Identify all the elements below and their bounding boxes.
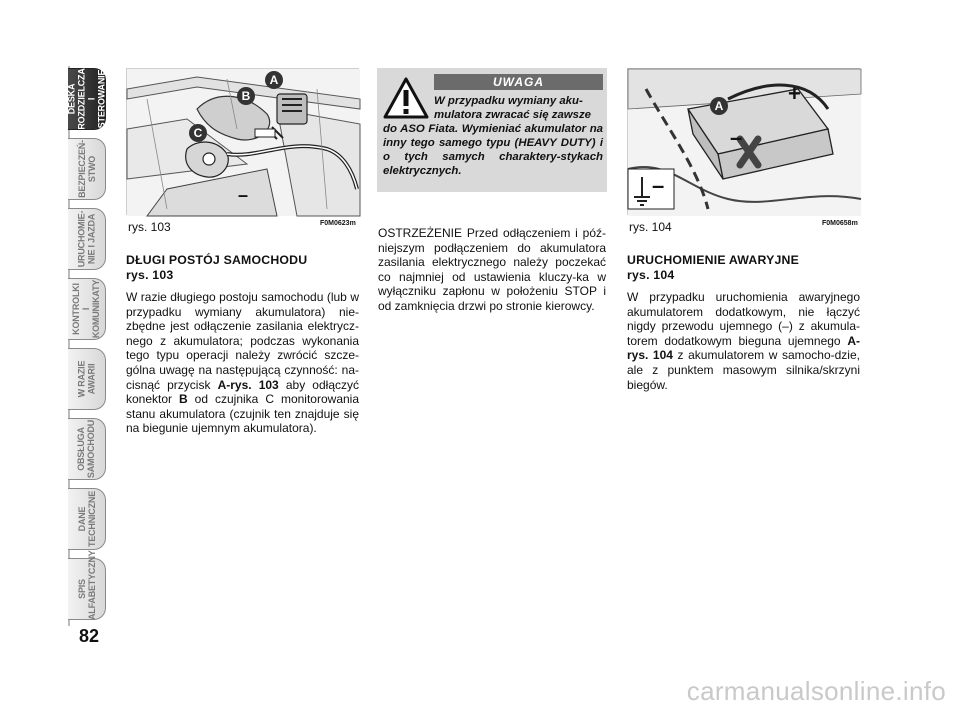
warning-text xyxy=(383,94,603,178)
figure-caption: rys. 103 xyxy=(128,220,171,234)
tab-label: URUCHOMIE- NIE I JAZDA xyxy=(76,210,97,268)
body-text: od czujnika C monitorowania stanu akumulatora (czujnik ten znajduje się na biegunie ujemnym akumulatora). xyxy=(126,392,360,436)
tab-dane-techniczne[interactable] xyxy=(68,488,106,550)
figure-reference: A-rys. 104 xyxy=(627,333,860,363)
section-emergency-start xyxy=(627,253,860,392)
callout-b: B xyxy=(237,87,255,105)
tab-w-razie-awarii[interactable] xyxy=(68,348,106,410)
figure-reference: A-rys. 103 xyxy=(217,377,279,392)
warning-text-line1: W przypadku wymiany aku- xyxy=(434,95,583,107)
tab-bezpieczenstwo[interactable] xyxy=(68,138,106,200)
svg-text:–: – xyxy=(730,125,743,150)
svg-text:–: – xyxy=(652,173,665,198)
figure-battery-connector xyxy=(126,68,359,215)
tab-spis-alfabetyczny[interactable] xyxy=(68,550,106,620)
figure-code: F0M0623m xyxy=(320,220,356,227)
section-heading xyxy=(627,253,860,283)
warning-text-rest: do ASO Fiata. Wymieniać akumulator na inny tego samego typu (HEAVY DUTY) i o tych samych charaktery-stykach elektrycznych. xyxy=(383,123,603,177)
tab-deska-rozdzielcza[interactable] xyxy=(68,68,106,130)
watermark: carmanualsonline.info xyxy=(686,676,946,706)
jump-start-illustration xyxy=(628,69,861,216)
tab-uruchomienie-i-jazda[interactable] xyxy=(68,208,106,270)
section-body xyxy=(627,290,860,392)
tab-label: BEZPIECZEŃ- STWO xyxy=(76,140,97,198)
figure-code: F0M0658m xyxy=(822,220,858,227)
callout-c: C xyxy=(189,124,207,142)
callout-a: A xyxy=(265,71,283,89)
body-text: W przypadku uruchomienia awaryjnego akumulatorem dodatkowym, nie łączyć nigdy przewodu ujemnego (–) z akumula-torem dodatkowym bieguna ujemnego xyxy=(627,290,860,348)
tab-label: DESKA ROZDZIELCZA I STEROWANIE xyxy=(66,68,107,130)
tab-label: SPIS ALFABETYCZNY xyxy=(76,550,97,620)
section-heading xyxy=(126,253,359,283)
tab-obsluga-samochodu[interactable] xyxy=(68,418,106,480)
section-long-parking xyxy=(126,253,359,436)
warning-text-line2: mulatora zwracać się zawsze xyxy=(434,109,592,121)
section-body: OSTRZEŻENIE Przed odłączeniem i póź-niejszym podłączeniem do akumulatora zasilania elektrycznego należy poczekać co najmniej od ustawienia kluczy-ka w wyłączniku zapłonu w położeniu STOP i od zamknięcia drzwi po stronie kierowcy. xyxy=(378,226,606,313)
section-warning-note xyxy=(378,226,606,314)
section-body xyxy=(126,290,359,436)
connector-reference: B xyxy=(179,392,188,407)
svg-text:+: + xyxy=(788,81,801,106)
tab-kontrolki-i-komunikaty[interactable] xyxy=(68,278,106,340)
tab-label: OBSŁUGA SAMOCHODU xyxy=(76,419,97,479)
warning-title: UWAGA xyxy=(434,74,603,90)
heading-figure-ref: rys. 103 xyxy=(126,268,174,282)
callout-a: A xyxy=(710,97,728,115)
body-text: W razie długiego postoju samochodu (lub w przypadku wymiany akumulatora) nie-zbędne jest odłączenie zasilania elektrycz-nego z akumulatora; podczas wykonania tego typu operacji należy zwrócić szcze-gólna uwagę na następującą czynność: na-cisnąć przycisk xyxy=(126,290,359,392)
body-text: aby odłączyć konektor xyxy=(126,377,359,407)
tab-label: W RAZIE AWARII xyxy=(76,360,97,398)
tab-label: DANE TECHNICZNE xyxy=(76,491,97,547)
heading-title: URUCHOMIENIE AWARYJNE xyxy=(627,253,800,267)
svg-text:–: – xyxy=(238,185,249,205)
body-text: z akumulatorem w samocho-dzie, ale z punktem masowym silnika/skrzyni biegów. xyxy=(627,348,860,392)
figure-caption: rys. 104 xyxy=(629,220,672,234)
figure-jump-start xyxy=(627,68,860,215)
heading-figure-ref: rys. 104 xyxy=(627,268,675,282)
heading-title: DŁUGI POSTÓJ SAMOCHODU xyxy=(126,253,308,267)
page-number: 82 xyxy=(78,626,100,646)
warning-box xyxy=(377,68,607,192)
tab-label: KONTROLKI I KOMUNIKATY xyxy=(71,279,102,339)
